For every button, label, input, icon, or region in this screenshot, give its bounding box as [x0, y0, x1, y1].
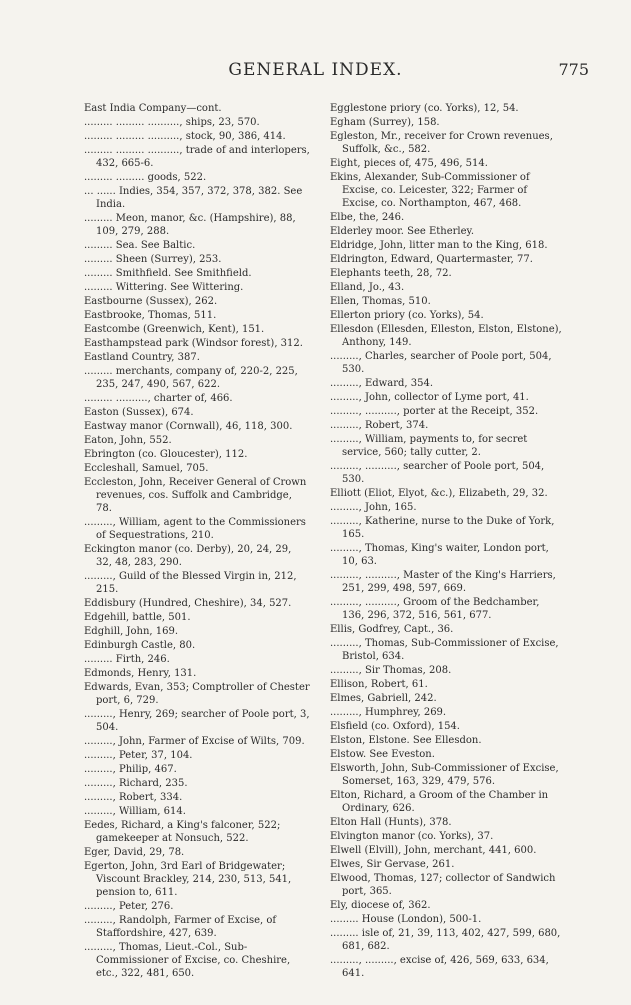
index-entry: Eckington manor (co. Derby), 20, 24, 29, 32, 48, 283, 290.	[84, 544, 292, 568]
index-entry: ........., Richard, 235.	[84, 778, 188, 789]
index-entry: ........., Robert, 334.	[84, 792, 183, 803]
page-number: 775	[558, 60, 589, 79]
index-entry: ......... Sheen (Surrey), 253.	[84, 254, 222, 265]
index-entry: Elvington manor (co. Yorks), 37.	[330, 831, 494, 842]
index-entry: ......... Meon, manor, &c. (Hampshire), 88, 109, 279, 288.	[84, 213, 296, 237]
index-entry: Elmes, Gabriell, 242.	[330, 693, 437, 704]
index-entry: Ellen, Thomas, 510.	[330, 296, 431, 307]
index-entry: ......... ......... goods, 522.	[84, 172, 207, 183]
index-entry: ... ...... Indies, 354, 357, 372, 378, 382. See India.	[84, 186, 303, 210]
index-entry: ........., John, Farmer of Excise of Wilts, 709.	[84, 736, 305, 747]
index-entry: ........., Thomas, King's waiter, London port, 10, 63.	[330, 543, 549, 567]
index-entry: ......... Smithfield. See Smithfield.	[84, 268, 252, 279]
index-entry: ........., William, 614.	[84, 806, 186, 817]
index-entry: Ebrington (co. Gloucester), 112.	[84, 449, 248, 460]
index-entry: Eldridge, John, litter man to the King, 618.	[330, 240, 548, 251]
index-entry: Eger, David, 29, 78.	[84, 847, 185, 858]
index-entry: ......... .........., charter of, 466.	[84, 393, 233, 404]
index-entry: ........., Humphrey, 269.	[330, 707, 447, 718]
index-entry: ........., Robert, 374.	[330, 420, 429, 431]
index-entry: East India Company—cont.	[84, 103, 222, 114]
page-title: GENERAL INDEX.	[228, 60, 403, 80]
index-entry: ........., John, 165.	[330, 502, 417, 513]
index-entry: ........., Henry, 269; searcher of Poole port, 3, 504.	[84, 709, 310, 733]
index-entry: Eastland Country, 387.	[84, 352, 200, 363]
index-entry: Elston, Elstone. See Ellesdon.	[330, 735, 482, 746]
index-entry: ........., Philip, 467.	[84, 764, 177, 775]
index-entry: ......... Wittering. See Wittering.	[84, 282, 244, 293]
index-entry: Elwell (Elvill), John, merchant, 441, 600.	[330, 845, 537, 856]
index-entry: ........., Guild of the Blessed Virgin in, 212, 215.	[84, 571, 297, 595]
index-entry: ......... ......... .........., trade of and interlopers, 432, 665-6.	[84, 145, 310, 169]
index-entry: ......... isle of, 21, 39, 113, 402, 427, 599, 680, 681, 682.	[330, 928, 561, 952]
index-entry: Elton, Richard, a Groom of the Chamber in Ordinary, 626.	[330, 790, 549, 814]
index-entry: ........., Thomas, Lieut.-Col., Sub-Commissioner of Excise, co. Cheshire, etc., 322, 481, 650.	[84, 942, 291, 979]
index-entry: Elland, Jo., 43.	[330, 282, 405, 293]
index-entry: Elderley moor. See Etherley.	[330, 226, 475, 237]
index-entry: Egham (Surrey), 158.	[330, 117, 440, 128]
index-entry: Eastcombe (Greenwich, Kent), 151.	[84, 324, 265, 335]
index-entry: ......... ......... .........., stock, 90, 386, 414.	[84, 131, 286, 142]
index-entry: Elsfield (co. Oxford), 154.	[330, 721, 460, 732]
index-entry: Elliott (Eliot, Elyot, &c.), Elizabeth, 29, 32.	[330, 488, 548, 499]
left-index-column	[84, 102, 310, 981]
index-entry: Egerton, John, 3rd Earl of Bridgewater; Viscount Brackley, 214, 230, 513, 541, pension to, 611.	[84, 861, 292, 898]
index-entry: Eldrington, Edward, Quartermaster, 77.	[330, 254, 533, 265]
index-entry: ........., Sir Thomas, 208.	[330, 665, 452, 676]
index-entry: ........., Thomas, Sub-Commissioner of Excise, Bristol, 634.	[330, 638, 559, 662]
index-entry: Egleston, Mr., receiver for Crown revenues, Suffolk, &c., 582.	[330, 131, 553, 155]
index-entry: ........., .........., porter at the Receipt, 352.	[330, 406, 539, 417]
index-entry: ........., .........., Groom of the Bedchamber, 136, 296, 372, 516, 561, 677.	[330, 597, 540, 621]
index-entry: ........., Katherine, nurse to the Duke of York, 165.	[330, 516, 555, 540]
index-entry: Elstow. See Eveston.	[330, 749, 435, 760]
index-entry: ......... ......... .........., ships, 23, 570.	[84, 117, 260, 128]
index-entry: ........., Peter, 37, 104.	[84, 750, 193, 761]
index-entry: Ekins, Alexander, Sub-Commissioner of Excise, co. Leicester, 322; Farmer of Excise, co. Northampton, 467, 468.	[330, 172, 530, 209]
index-entry: Eddisbury (Hundred, Cheshire), 34, 527.	[84, 598, 292, 609]
index-entry: Eastbourne (Sussex), 262.	[84, 296, 218, 307]
index-entry: ........., John, collector of Lyme port, 41.	[330, 392, 529, 403]
index-entry: Elbe, the, 246.	[330, 212, 405, 223]
index-entry: ......... merchants, company of, 220-2, 225, 235, 247, 490, 567, 622.	[84, 366, 298, 390]
index-entry: Eccleston, John, Receiver General of Crown revenues, cos. Suffolk and Cambridge, 78.	[84, 477, 307, 514]
index-entry: Ellis, Godfrey, Capt., 36.	[330, 624, 454, 635]
index-entry: ........., .........., Master of the King's Harriers, 251, 299, 498, 597, 669.	[330, 570, 556, 594]
index-entry: ........., .........., searcher of Poole port, 504, 530.	[330, 461, 545, 485]
index-entry: Elton Hall (Hunts), 378.	[330, 817, 452, 828]
index-entry: Eedes, Richard, a King's falconer, 522; gamekeeper at Nonsuch, 522.	[84, 820, 281, 844]
index-entry: Elwood, Thomas, 127; collector of Sandwich port, 365.	[330, 873, 556, 897]
index-entry: ......... Firth, 246.	[84, 654, 170, 665]
index-entry: Eaton, John, 552.	[84, 435, 172, 446]
index-entry: ......... House (London), 500-1.	[330, 914, 482, 925]
index-entry: Eccleshall, Samuel, 705.	[84, 463, 209, 474]
index-entry: ........., Peter, 276.	[84, 901, 174, 912]
page-header	[0, 60, 631, 84]
index-entry: Eastway manor (Cornwall), 46, 118, 300.	[84, 421, 293, 432]
index-entry: ........., Charles, searcher of Poole port, 504, 530.	[330, 351, 552, 375]
index-entry: Ellesdon (Ellesden, Elleston, Elston, Elstone), Anthony, 149.	[330, 324, 562, 348]
index-entry: Elsworth, John, Sub-Commissioner of Excise, Somerset, 163, 329, 479, 576.	[330, 763, 559, 787]
index-entry: Ellerton priory (co. Yorks), 54.	[330, 310, 484, 321]
index-entry: Ely, diocese of, 362.	[330, 900, 431, 911]
index-entry: Elephants teeth, 28, 72.	[330, 268, 452, 279]
index-entry: Easton (Sussex), 674.	[84, 407, 194, 418]
index-entry: Eight, pieces of, 475, 496, 514.	[330, 158, 488, 169]
index-entry: ........., William, agent to the Commissioners of Sequestrations, 210.	[84, 517, 306, 541]
index-entry: Edwards, Evan, 353; Comptroller of Chester port, 6, 729.	[84, 682, 310, 706]
index-entry: Edgehill, battle, 501.	[84, 612, 191, 623]
index-entry: Egglestone priory (co. Yorks), 12, 54.	[330, 103, 519, 114]
index-entry: ........., Randolph, Farmer of Excise, of Staffordshire, 427, 639.	[84, 915, 277, 939]
index-entry: Eastbrooke, Thomas, 511.	[84, 310, 217, 321]
right-index-column	[330, 102, 562, 981]
index-entry: Ellison, Robert, 61.	[330, 679, 428, 690]
index-entry: Edmonds, Henry, 131.	[84, 668, 197, 679]
index-entry: Edghill, John, 169.	[84, 626, 179, 637]
index-entry: Easthampstead park (Windsor forest), 312.	[84, 338, 303, 349]
index-entry: ........., William, payments to, for secret service, 560; tally cutter, 2.	[330, 434, 528, 458]
index-entry: ........., Edward, 354.	[330, 378, 433, 389]
index-entry: ........., ........., excise of, 426, 569, 633, 634, 641.	[330, 955, 549, 979]
index-entry: ......... Sea. See Baltic.	[84, 240, 196, 251]
index-entry: Edinburgh Castle, 80.	[84, 640, 196, 651]
index-entry: Elwes, Sir Gervase, 261.	[330, 859, 455, 870]
